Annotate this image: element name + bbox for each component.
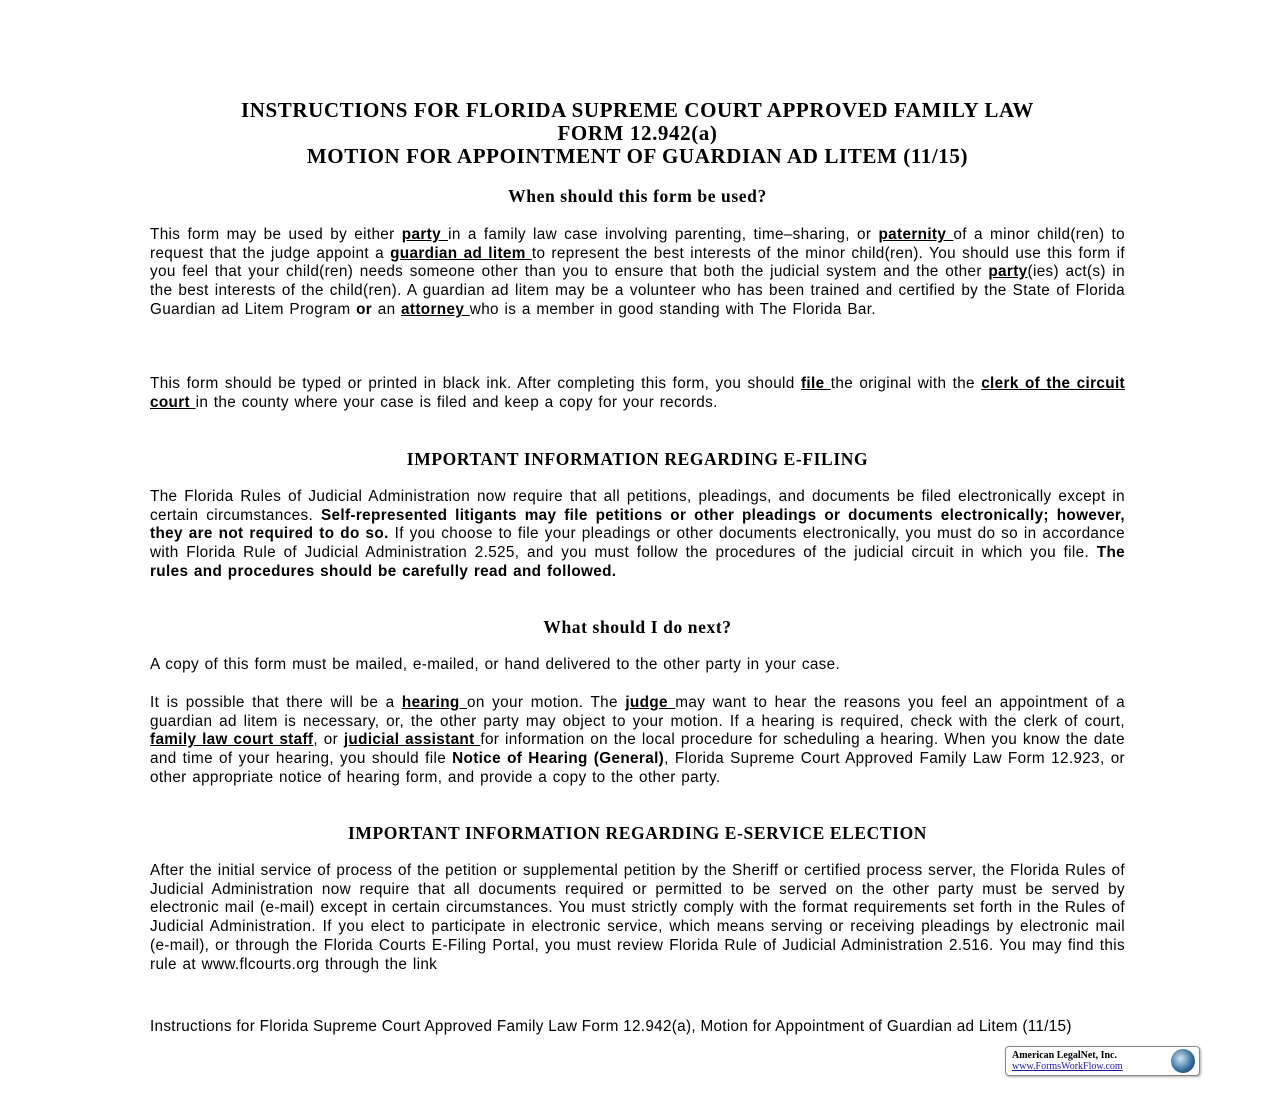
glossary-term-link[interactable]: attorney bbox=[401, 300, 470, 318]
glossary-term-link[interactable]: guardian ad litem bbox=[390, 244, 532, 262]
text-run: It is possible that there will be a bbox=[150, 694, 402, 711]
text-run: Notice of Hearing (General) bbox=[452, 750, 665, 768]
logo-name: American LegalNet, Inc. bbox=[1012, 1050, 1117, 1061]
text-run: in a family law case involving parenting, time–sharing, or bbox=[448, 226, 879, 243]
glossary-term-link[interactable]: family law court staff bbox=[150, 731, 314, 749]
heading-what-next: What should I do next? bbox=[543, 617, 732, 637]
glossary-term-link[interactable]: judge bbox=[625, 694, 676, 711]
text-run: (ies) act(s) in the best interests of the child(ren). A guardian ad litem may be a volunteer who has been trained and certified by the State of Florida Guardian ad Litem Program bbox=[150, 263, 1125, 318]
paragraph bbox=[150, 862, 1125, 974]
text-run: may want to hear the reasons you feel an appointment of a guardian ad litem is necessary, or, the other party may object to your motion. If a hearing is required, check with the clerk of court, bbox=[150, 694, 1125, 730]
text-run: on your motion. The bbox=[467, 694, 626, 711]
page-footer: Instructions for Florida Supreme Court Approved Family Law Form 12.942(a), Motion for Appointment of Guardian ad Litem (11/15) bbox=[150, 1018, 1072, 1035]
text-run: the original with the bbox=[830, 375, 982, 392]
heading-when-used: When should this form be used? bbox=[508, 186, 767, 206]
text-run: who is a member in good standing with The Florida Bar. bbox=[469, 300, 876, 318]
text-run: in the county where your case is filed and keep a copy for your records. bbox=[195, 393, 718, 411]
text-run: If you choose to file your pleadings or other documents electronically, you must do so in accordance with Florida Rule of Judicial Administration 2.525, and you must follow the procedures of the judicial circuit in which you file. bbox=[150, 525, 1126, 562]
text-run: The rules and procedures should be carefully read and followed. bbox=[150, 544, 1125, 580]
globe-icon bbox=[1171, 1049, 1195, 1073]
title-line-1: INSTRUCTIONS FOR FLORIDA SUPREME COURT APPROVED FAMILY LAW bbox=[240, 98, 1035, 122]
glossary-term-link[interactable]: party bbox=[401, 226, 449, 243]
glossary-term-link[interactable]: paternity bbox=[878, 226, 954, 243]
glossary-term-link[interactable]: clerk of the circuit court bbox=[150, 375, 1125, 411]
text-run: A copy of this form must be mailed, e-mailed, or hand delivered to the other party in your case. bbox=[150, 656, 841, 673]
document-title bbox=[100, 99, 1175, 168]
text-run: Self-represented litigants may file petitions or other pleadings or documents electronically; however, they are not required to do so. bbox=[150, 506, 1125, 543]
paragraph bbox=[150, 656, 1125, 675]
paragraph bbox=[150, 226, 1125, 320]
paragraph bbox=[150, 488, 1125, 582]
text-run: to represent the best interests of the minor child(ren). You should use this form if you feel that your child(ren) needs someone other than you to ensure that both the judicial system and the other bbox=[150, 244, 1125, 281]
heading-e-filing: IMPORTANT INFORMATION REGARDING E-FILING bbox=[406, 449, 869, 469]
logo-url-link[interactable]: www.FormsWorkFlow.com bbox=[1012, 1061, 1123, 1072]
heading-e-service: IMPORTANT INFORMATION REGARDING E-SERVICE ELECTION bbox=[347, 823, 928, 843]
text-run: The Florida Rules of Judicial Administration now require that all petitions, pleadings, and documents be filed electronically except in certain circumstances. bbox=[150, 488, 1125, 524]
text-run: or bbox=[356, 300, 373, 318]
text-run: This form should be typed or printed in black ink. After completing this form, you should bbox=[150, 375, 801, 392]
glossary-term-link[interactable]: file bbox=[800, 375, 831, 392]
glossary-term-link[interactable]: judicial assistant bbox=[343, 731, 481, 749]
title-line-3: MOTION FOR APPOINTMENT OF GUARDIAN AD LITEM (11/15) bbox=[306, 144, 969, 168]
paragraph bbox=[150, 375, 1125, 412]
glossary-term-link[interactable]: hearing bbox=[401, 694, 468, 711]
text-run: an bbox=[372, 300, 402, 318]
text-run: This form may be used by either bbox=[150, 226, 402, 243]
american-legalnet-logo[interactable] bbox=[1005, 1046, 1200, 1076]
text-run: , Florida Supreme Court Approved Family Law Form 12.923, or other appropriate notice of hearing form, and provide a copy to the other party. bbox=[150, 750, 1125, 786]
title-line-2: FORM 12.942(a) bbox=[557, 121, 718, 145]
glossary-term-link[interactable]: party bbox=[988, 263, 1028, 281]
text-run: , or bbox=[313, 731, 344, 749]
text-run: for information on the local procedure for scheduling a hearing. When you know the date and time of your hearing, you should file bbox=[150, 731, 1125, 768]
text-run: of a minor child(ren) to request that the judge appoint a bbox=[150, 226, 1125, 262]
text-run: After the initial service of process of the petition or supplemental petition by the Sheriff or certified process server, the Florida Rules of Judicial Administration now require that all documents required or permitted to be served on the other party must be served by electronic mail (e-mail) except in certain circumstances. You must strictly comply with the format requirements set forth in the Rules of Judicial Administration. If you elect to participate in electronic service, which means serving or receiving pleadings by electronic mail (e-mail), or through the Florida Courts E-Filing Portal, you must review Florida Rule of Judicial Administration 2.516. You may find this rule at www.flcourts.org through the link bbox=[150, 862, 1125, 973]
paragraph bbox=[150, 694, 1125, 788]
